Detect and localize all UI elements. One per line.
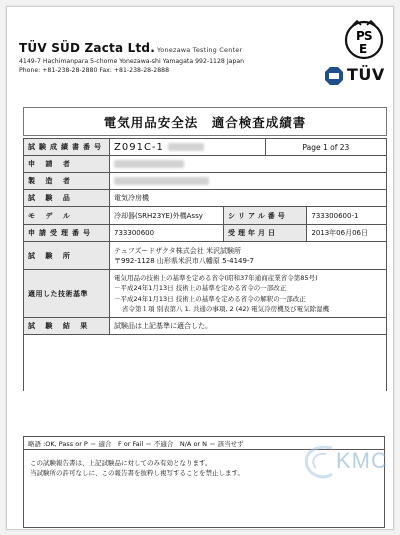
report-no-cell bbox=[110, 139, 266, 156]
blank-area bbox=[24, 335, 387, 392]
address-line: 4149-7 Hachimanpara 5-chome Yonezawa-shi Yamagata 992-1128 Japan bbox=[19, 58, 245, 65]
standard-label: 適用した技術基準 bbox=[24, 270, 110, 318]
document-title: 電気用品安全法 適合検査成績書 bbox=[23, 107, 387, 136]
manufacturer-label: 製 造 者 bbox=[24, 173, 110, 190]
table-row bbox=[24, 318, 387, 335]
kmc-watermark bbox=[302, 442, 387, 512]
result-label: 試 験 結 果 bbox=[24, 318, 110, 335]
accept-no-value: 733300600 bbox=[110, 225, 224, 242]
notice-line: この試験報告書は、上記試験品に対してのみ有効となります。 bbox=[30, 459, 212, 467]
company-name bbox=[19, 41, 242, 55]
standard-line: －平成24年1月13日 技術上の基準を定める省令の一部改正 bbox=[114, 284, 287, 292]
page-indicator: Page 1 of 23 bbox=[265, 139, 386, 156]
standard-value bbox=[110, 270, 387, 318]
accept-no-label: 申請受理番号 bbox=[24, 225, 110, 242]
table-row bbox=[24, 207, 387, 225]
lab-name: テュフズードザクタ株式会社 米沢試験所 bbox=[114, 246, 241, 255]
company-title: TÜV SÜD Zacta Ltd. bbox=[19, 41, 155, 55]
result-value: 試験品は上記基準に適合した。 bbox=[110, 318, 387, 335]
company-address bbox=[19, 58, 244, 75]
model-label: モ デ ル bbox=[24, 207, 110, 225]
company-subtitle: Yonezawa Testing Center bbox=[156, 46, 243, 54]
kmc-watermark-text: KMC bbox=[336, 448, 388, 473]
tuv-octagon-icon bbox=[325, 67, 343, 85]
tuv-logo-text: TÜV bbox=[347, 65, 385, 84]
pse-mark-icon bbox=[343, 19, 385, 61]
table-row bbox=[24, 190, 387, 207]
product-value: 電気冷房機 bbox=[110, 190, 387, 207]
accept-date-value: 2013年06月06日 bbox=[307, 225, 387, 242]
model-value: 冷却器(SRH23YE)外機Assy bbox=[110, 207, 224, 225]
lab-label: 試 験 所 bbox=[24, 242, 110, 270]
manufacturer-value bbox=[110, 173, 387, 190]
abbreviation-note: 略語 :OK, Pass or P ＝ 適合 F or Fail ＝ 不適合 N/A or N ＝ 該当せず bbox=[23, 436, 385, 450]
redacted-block bbox=[114, 177, 209, 185]
accept-date-label: 受理年月日 bbox=[224, 225, 307, 242]
serial-value: 733300600-1 bbox=[307, 207, 387, 225]
table-row bbox=[24, 225, 387, 242]
standard-line: 省令第１項 別表第八 1. 共通の事項, 2 (42) 電気冷房機及び電気除湿機 bbox=[122, 305, 330, 313]
svg-text:P: P bbox=[356, 29, 365, 43]
table-row bbox=[24, 173, 387, 190]
table-row bbox=[24, 242, 387, 270]
standard-line: 電気用品の技術上の基準を定める省令(昭和37年通商産業省令第85号) bbox=[114, 273, 318, 282]
phone-line: Phone: +81-238-28-2880 Fax: +81-238-28-2888 bbox=[19, 66, 170, 74]
certificate-page bbox=[6, 6, 394, 530]
svg-text:S: S bbox=[364, 29, 373, 43]
table-row bbox=[24, 270, 387, 318]
tuv-logo bbox=[325, 65, 385, 84]
lab-address: 〒992-1128 山形県米沢市八幡原 5-4149-7 bbox=[114, 256, 254, 265]
product-label: 試 験 品 bbox=[24, 190, 110, 207]
serial-label: シリアル番号 bbox=[224, 207, 307, 225]
redacted-block bbox=[114, 160, 184, 168]
report-no-value: Z091C-1 bbox=[114, 141, 164, 153]
applicant-label: 申 請 者 bbox=[24, 156, 110, 173]
standard-line: －平成24年1月13日 技術上の基準を定める省令の解釈の一部改正 bbox=[114, 294, 306, 303]
table-row bbox=[24, 139, 387, 156]
notice-line: 当試験所の許可なしに、この報告書を抜粋し複写することを禁止します。 bbox=[30, 469, 244, 477]
lab-value bbox=[110, 242, 387, 270]
svg-text:E: E bbox=[359, 42, 368, 56]
redacted-block bbox=[168, 143, 204, 151]
kmc-swirl-icon bbox=[302, 442, 336, 482]
certificate-table bbox=[23, 138, 387, 391]
applicant-value bbox=[110, 156, 387, 173]
report-no-label: 試験成績書番号 bbox=[24, 139, 110, 156]
table-row bbox=[24, 156, 387, 173]
table-row bbox=[24, 335, 387, 392]
